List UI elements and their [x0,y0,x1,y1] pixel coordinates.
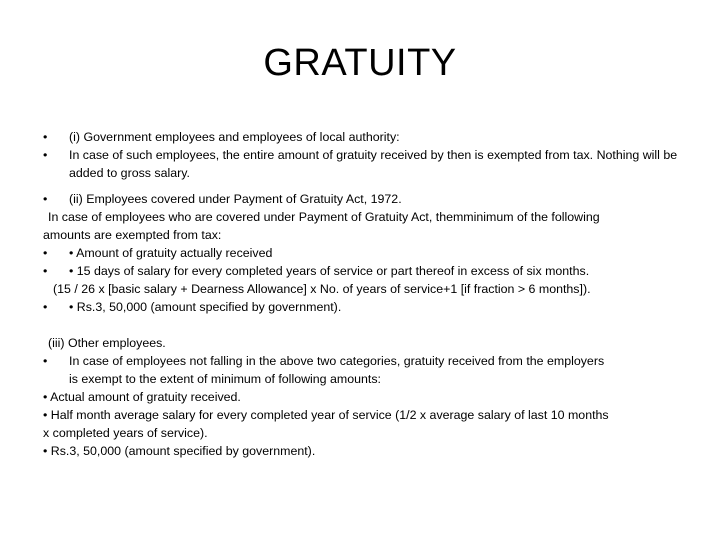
section2-item3 [43,298,683,316]
section2-heading-item [43,190,683,208]
section3-text-line2: is exempt to the extent of minimum of following amounts: [69,372,381,386]
section2-item2-text: • 15 days of salary for every completed years of service or part thereof in excess of six months. [69,264,590,278]
section1-text: In case of such employees, the entire amount of gratuity received by then is exempted from tax. Nothing will be added to gross salary. [69,148,678,180]
section2-item1-text: • Amount of gratuity actually received [69,246,273,260]
section3-point3: • Rs.3, 50,000 (amount specified by government). [43,444,316,458]
section3-point2-line1: • Half month average salary for every completed year of service (1/2 x average salary of last 10 months [43,408,609,422]
section2-item1 [43,244,683,262]
bullet-icon: • [43,192,48,206]
section1-heading: (i) Government employees and employees of local authority: [69,130,400,144]
section2-intro-line1: In case of employees who are covered under Payment of Gratuity Act, themminimum of the following [48,210,600,224]
slide-title: GRATUITY [263,42,457,84]
bullet-icon: • [43,300,48,314]
section2-item3-text: • Rs.3, 50,000 (amount specified by government). [69,300,342,314]
section2-formula: (15 / 26 x [basic salary + Dearness Allowance] x No. of years of service+1 [if fraction > 6 months]). [53,282,591,296]
section3-point1: • Actual amount of gratuity received. [43,390,241,404]
section1-heading-item [43,128,683,146]
bullet-icon: • [43,354,48,368]
section2-intro-line2: amounts are exempted from tax: [43,228,222,242]
bullet-icon: • [43,264,48,278]
slide-body [43,128,683,460]
section3-point2-line2: x completed years of service). [43,426,208,440]
section2-heading: (ii) Employees covered under Payment of Gratuity Act, 1972. [69,192,402,206]
bullet-icon: • [43,130,48,144]
section1-text-item [43,146,683,182]
section3-text-item [43,352,683,370]
section3-heading: (iii) Other employees. [48,336,166,350]
section2-item2 [43,262,683,280]
section3-text-line1: In case of employees not falling in the above two categories, gratuity received from the employers [69,354,605,368]
bullet-icon: • [43,246,48,260]
bullet-icon: • [43,148,48,162]
